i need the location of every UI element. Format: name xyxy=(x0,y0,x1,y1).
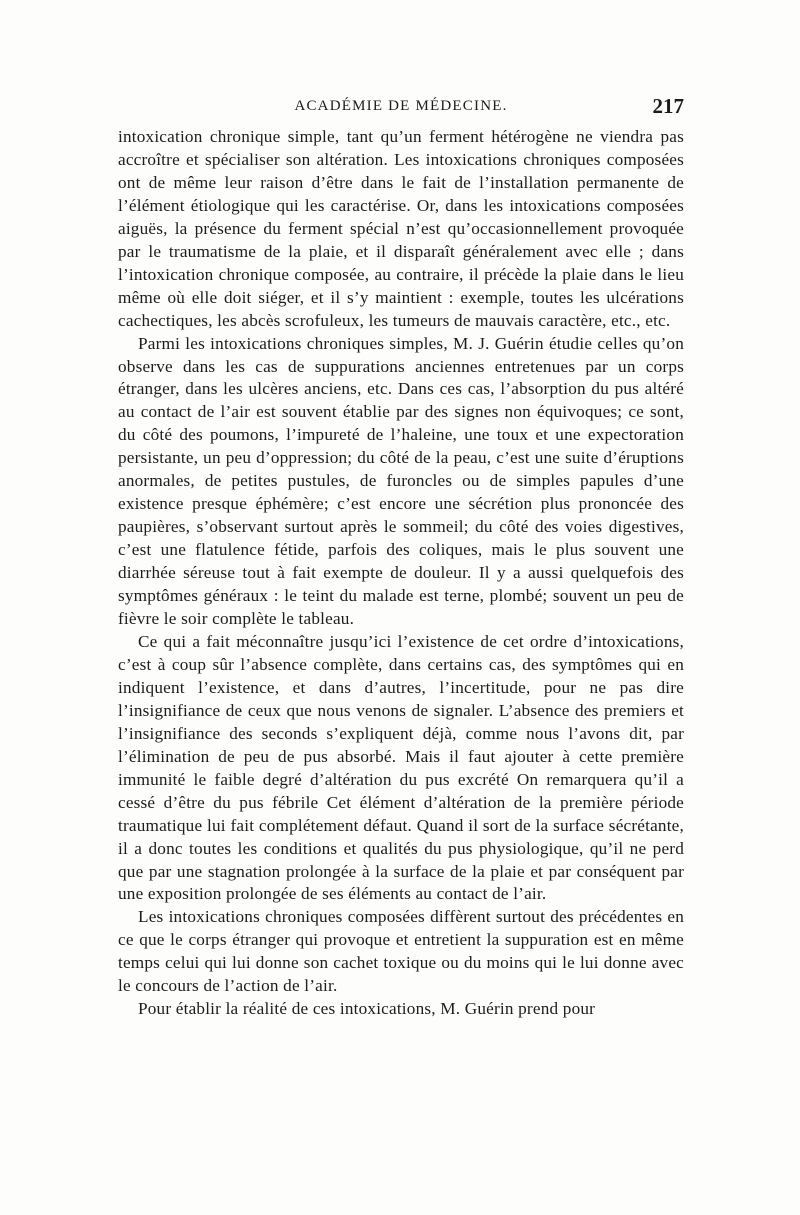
running-header xyxy=(118,96,684,122)
paragraph-4: Les intoxications chroniques composées diffèrent surtout des précédentes en ce que le corps étranger qui provoque et entretient la suppuration est en même temps celui qui lui donne son cachet toxique ou du moins qui le lui donne avec le concours de l’action de l’air. xyxy=(118,907,684,996)
paragraph-5: Pour établir la réalité de ces intoxications, M. Guérin prend pour xyxy=(138,999,596,1019)
paragraph-3: Ce qui a fait méconnaître jusqu’ici l’existence de cet ordre d’intoxications, c’est à coup sûr l’absence complète, dans certains cas, des symptômes qui en indiquent l’existence, et dans d’autres, l’incertitude, pour ne pas dire l’insignifiance de ceux que nous venons de signaler. L’absence des premiers et l’insignifiance des seconds s’expliquent déjà, comme nous l’avons dit, par l’élimination de peu de pus absorbé. Mais il faut ajouter à cette première immunité le faible degré d’altération du pus excrété On remarquera qu’il a cessé d’être du pus fébrile Cet élément d’altération de la première période traumatique lui fait complétement défaut. Quand il sort de la surface sécrétante, il a donc toutes les conditions et qualités du pus physiologique, qu’il ne perd que par une stagnation prolongée à la surface de la plaie et par conséquent par une exposition prolongée de ses éléments au contact de l’air. xyxy=(118,631,684,904)
running-title: ACADÉMIE DE MÉDECINE. xyxy=(294,98,508,114)
body-text xyxy=(118,126,684,1021)
page-number: 217 xyxy=(652,94,684,118)
paragraph-1: intoxication chronique simple, tant qu’un ferment hétérogène ne viendra pas accroître et spécialiser son altération. Les intoxications chroniques composées ont de même leur raison d’être dans le fait de l’installation permanente de l’élément étiologique qui les caractérise. Or, dans les intoxications composées aiguës, la présence du ferment spécial n’est qu’occasionnellement provoquée par le traumatisme de la plaie, et il disparaît généralement avec elle ; dans l’intoxication chronique composée, au contraire, il précède la plaie dans le lieu même où elle doit siéger, et il s’y maintient : exemple, toutes les ulcérations cachectiques, les abcès scrofuleux, les tumeurs de mauvais caractère, etc., etc. xyxy=(118,127,684,330)
paragraph-2: Parmi les intoxications chroniques simples, M. J. Guérin étudie celles qu’on observe dans les cas de suppurations anciennes entretenues par un corps étranger, dans les ulcères anciens, etc. Dans ces cas, l’absorption du pus altéré au contact de l’air est souvent établie par des signes non équivoques; ce sont, du côté des poumons, l’impureté de l’haleine, une toux et une expectoration persistante, un peu d’oppression; du côté de la peau, c’est une suite d’éruptions anormales, de petites pustules, de furoncles ou de simples papules d’une existence presque éphémère; c’est encore une sécrétion plus prononcée des paupières, s’observant surtout après le sommeil; du côté des voies digestives, c’est une flatulence fétide, parfois des coliques, mais le plus souvent une diarrhée séreuse tout à fait exempte de douleur. Il y a aussi quelquefois des symptômes généraux : le teint du malade est terne, plombé; souvent un peu de fièvre le soir complète le tableau. xyxy=(118,333,684,629)
